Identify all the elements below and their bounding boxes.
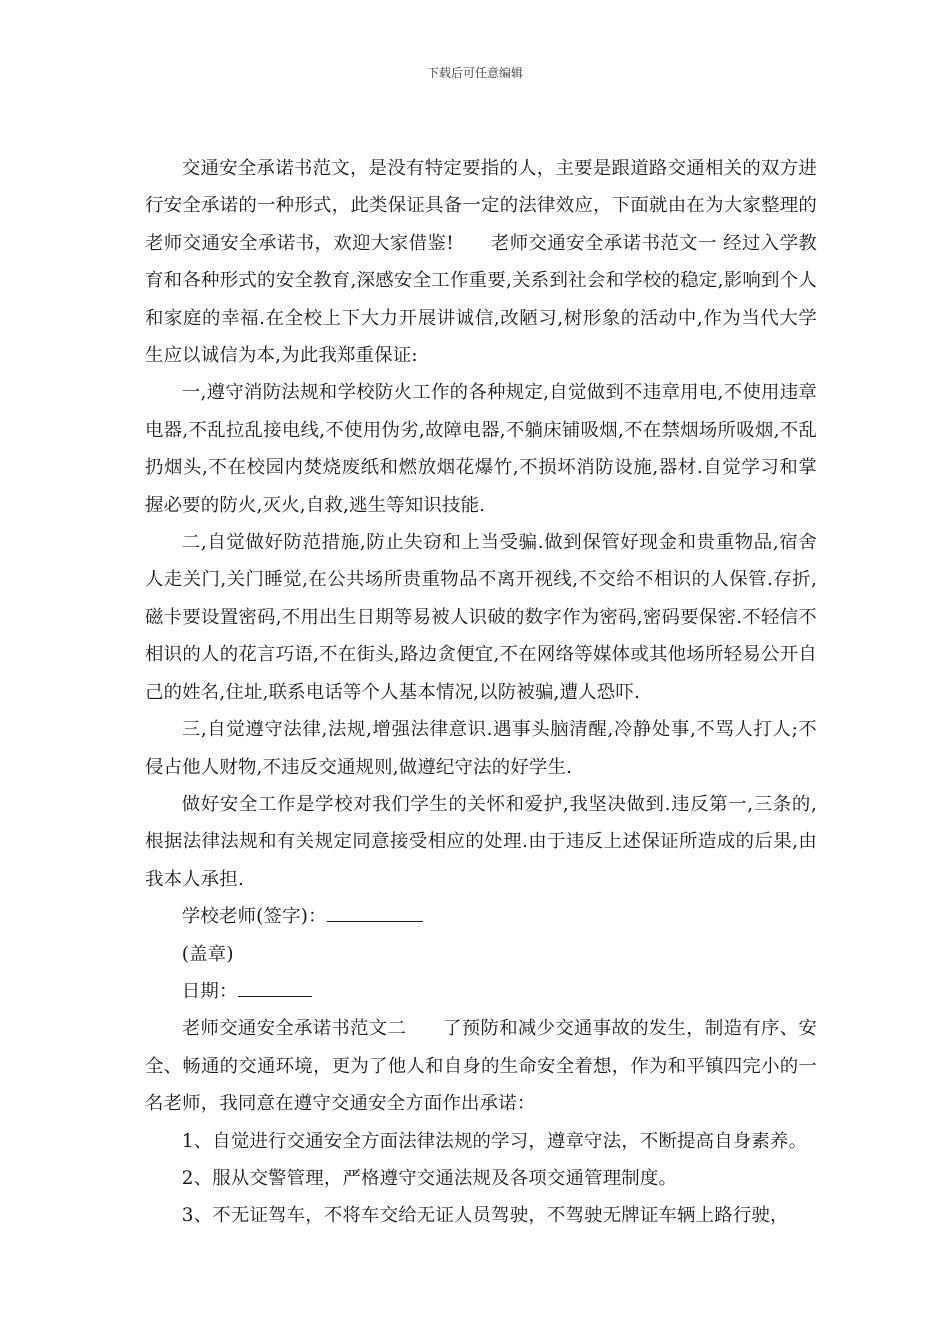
section2-intro-paragraph — [145, 1010, 817, 1122]
intro-text: 交通安全承诺书范文，是没有特定要指的人，主要是跟道路交通相关的双方进行安全承诺的一种形式，此类保证具备一定的法律效应，下面就由在为大家整理的老师交通安全承诺书，欢迎大家借鉴! — [145, 158, 817, 254]
section2-title: 老师交通安全承诺书范文二 — [181, 1018, 407, 1040]
document-body — [145, 150, 817, 1235]
signature-blank — [327, 902, 423, 922]
section1-item-2: 二,自觉做好防范措施,防止失窃和上当受骗.做到保管好现金和贵重物品,宿舍人走关门,关门睡觉,在公共场所贵重物品不离开视线,不交给不相识的人保管.存折,磁卡要设置密码,不用出生日期等易被人识破的数字作为密码,密码要保密.不轻信不相识的人的花言巧语,不在街头,路边贪便宜,不在网络等媒体或其他场所轻易公开自己的姓名,住址,联系电话等个人基本情况,以防被骗,遭人恐吓. — [145, 532, 817, 703]
section1-item-3: 三,自觉遵守法律,法规,增强法律意识.遇事头脑清醒,冷静处事,不骂人打人;不侵占他人财物,不违反交通规则,做遵纪守法的好学生. — [145, 719, 817, 778]
seal-line: (盖章) — [181, 943, 234, 965]
date-line — [145, 973, 817, 1010]
section2-item-3: 3、不无证驾车，不将车交给无证人员驾驶，不驾驶无牌证车辆上路行驶， — [181, 1205, 789, 1227]
section2-intro-text: 了预防和减少交通事故的发生，制造有序、安全、畅通的交通环境，更为了他人和自身的生命安全着想，作为和平镇四完小的一名老师，我同意在遵守交通安全方面作出承诺： — [145, 1018, 817, 1115]
section2-item-2: 2、服从交警管理，严格遵守交通法规及各项交通管理制度。 — [181, 1167, 678, 1189]
intro-paragraph — [145, 150, 817, 374]
date-label: 日期： — [181, 980, 238, 1002]
section2-item-1: 1、自觉进行交通安全方面法律法规的学习，遵章守法，不断提高自身素养。 — [181, 1130, 808, 1152]
section1-item-1: 一,遵守消防法规和学校防火工作的各种规定,自觉做到不违章用电,不使用违章电器,不乱拉乱接电线,不使用伪劣,故障电器,不躺床铺吸烟,不在禁烟场所吸烟,不乱扔烟头,不在校园内焚烧废纸和燃放烟花爆竹,不损坏消防设施,器材.自觉学习和掌握必要的防火,灭火,自救,逃生等知识技能. — [145, 382, 817, 516]
closing-paragraph: 做好安全工作是学校对我们学生的关怀和爱护,我坚决做到.违反第一,三条的,根据法律法规和有关规定同意接受相应的处理.由于违反上述保证所造成的后果,由我本人承担. — [145, 793, 817, 890]
signature-label: 学校老师(签字)： — [181, 906, 327, 928]
section1-intro-text: 老师交通安全承诺书范文一 经过入学教育和各种形式的安全教育,深感安全工作重要,关系到社会和学校的稳定,影响到个人和家庭的幸福.在全校上下大力开展讲诚信,改陋习,树形象的活动中,作为当代大学生应以诚信为本,为此我郑重保证: — [145, 232, 817, 367]
date-blank — [238, 977, 312, 997]
signature-line — [145, 898, 817, 935]
page-header: 下载后可任意编辑 — [426, 66, 523, 80]
